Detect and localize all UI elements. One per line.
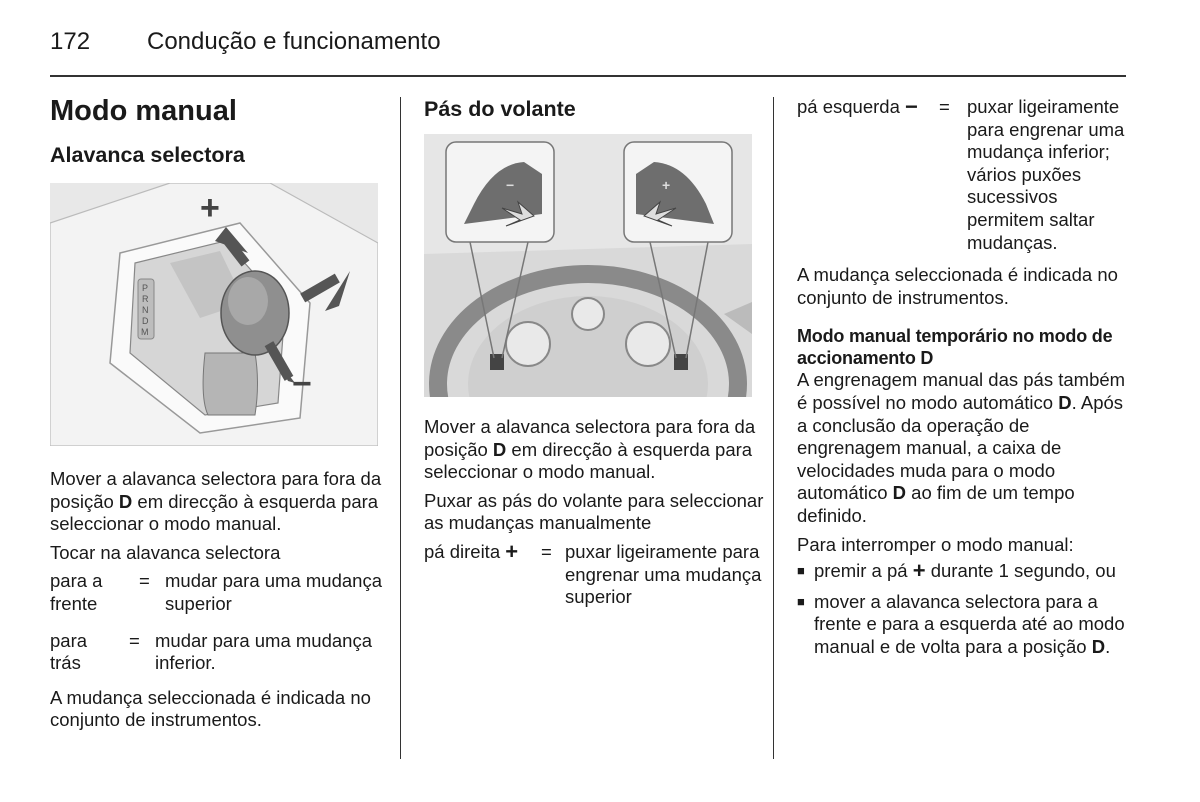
col3-paragraph-1: A mudança seleccionada é indicada no conjunto de instrumentos. [797, 264, 1118, 308]
definition-description: mudar para uma mudança superior [165, 570, 382, 614]
gate-label-n: N [142, 305, 149, 315]
bullet-item-2 [797, 591, 1132, 659]
right-paddle-plus-symbol: + [662, 177, 671, 193]
header-rule [50, 75, 1126, 77]
bullet-item-1 [797, 560, 1132, 583]
col1-paragraph-3: A mudança seleccionada é indicada no conjunto de instrumentos. [50, 686, 371, 731]
col2-paragraph-1: Mover a alavanca selectora para fora da posição D em direcção à esquerda para seleccionar o modo manual. [424, 416, 756, 483]
selector-lever-figure [50, 183, 378, 446]
section-heading: Modo manual [50, 95, 237, 127]
column-2 [424, 96, 756, 122]
left-paddle-minus-symbol: − [506, 177, 515, 193]
gate-label-d: D [142, 316, 149, 326]
gate-label-r: R [142, 294, 149, 304]
definition-description: puxar ligeiramente para engrenar uma mudança superior [565, 540, 762, 608]
subsection-heading: Alavanca selectora [50, 143, 245, 167]
column-divider-2 [773, 97, 774, 759]
col3-subheading: Modo manual temporário no modo de accionamento D [797, 326, 1113, 369]
col1-paragraph-2: Tocar na alavanca selectora [50, 541, 281, 563]
definition-backward [50, 630, 386, 675]
gate-label-m: M [141, 327, 149, 337]
definition-separator: = [939, 96, 950, 117]
definition-term: para trás [50, 629, 88, 674]
definition-separator: = [541, 540, 552, 562]
lever-plus-symbol: + [200, 189, 220, 227]
definition-forward [50, 570, 386, 615]
plus-symbol: + [912, 558, 926, 584]
section-title: Condução e funcionamento [147, 28, 441, 55]
column-divider-1 [400, 97, 401, 759]
steering-paddles-figure [424, 134, 752, 397]
column-3 [797, 96, 1132, 658]
definition-left-paddle [797, 96, 1132, 254]
definition-right-paddle [424, 538, 764, 609]
bullet-text: mover a alavanca selectora para a frente e para a esquerda até ao modo manual e de volta para a posição D. [814, 590, 1125, 657]
column-1 [50, 94, 386, 168]
definition-term: pá direita + [424, 538, 519, 564]
definition-description: mudar para uma mudança inferior. [155, 629, 372, 674]
definition-description: puxar ligeiramente para engrenar uma mudança inferior; vários puxões sucessivos permitem saltar mudanças. [967, 96, 1125, 253]
col2-paragraph-2: Puxar as pás do volante para seleccionar as mudanças manualmente [424, 489, 764, 534]
gate-label-p: P [142, 283, 149, 293]
definition-separator: = [139, 570, 150, 592]
minus-symbol: − [905, 94, 918, 119]
plus-symbol: + [505, 538, 519, 564]
col1-paragraph-1: Mover a alavanca selectora para fora da posição D em direcção à esquerda para seleccionar o modo manual. [50, 468, 382, 535]
bullet-mark: ■ [797, 563, 805, 579]
definition-term: para a frente [50, 570, 103, 614]
column-1-body [50, 468, 386, 732]
column-2-body [424, 416, 764, 609]
lever-minus-symbol: − [292, 365, 312, 403]
subsection-heading: Pás do volante [424, 97, 576, 121]
col3-paragraph-2: A engrenagem manual das pás também é possível no modo automático D. Após a conclusão da operação de engrenagem manual, a caixa de velocidades muda para o modo automático D ao fim de um tempo definido. [797, 369, 1126, 526]
bullet-text: premir a pá + durante 1 segundo, ou [814, 558, 1116, 584]
page-number: 172 [50, 28, 91, 55]
definition-term: pá esquerda − [797, 94, 918, 119]
definition-separator: = [129, 629, 140, 651]
col3-paragraph-3: Para interromper o modo manual: [797, 533, 1074, 555]
bullet-mark: ■ [797, 593, 805, 609]
